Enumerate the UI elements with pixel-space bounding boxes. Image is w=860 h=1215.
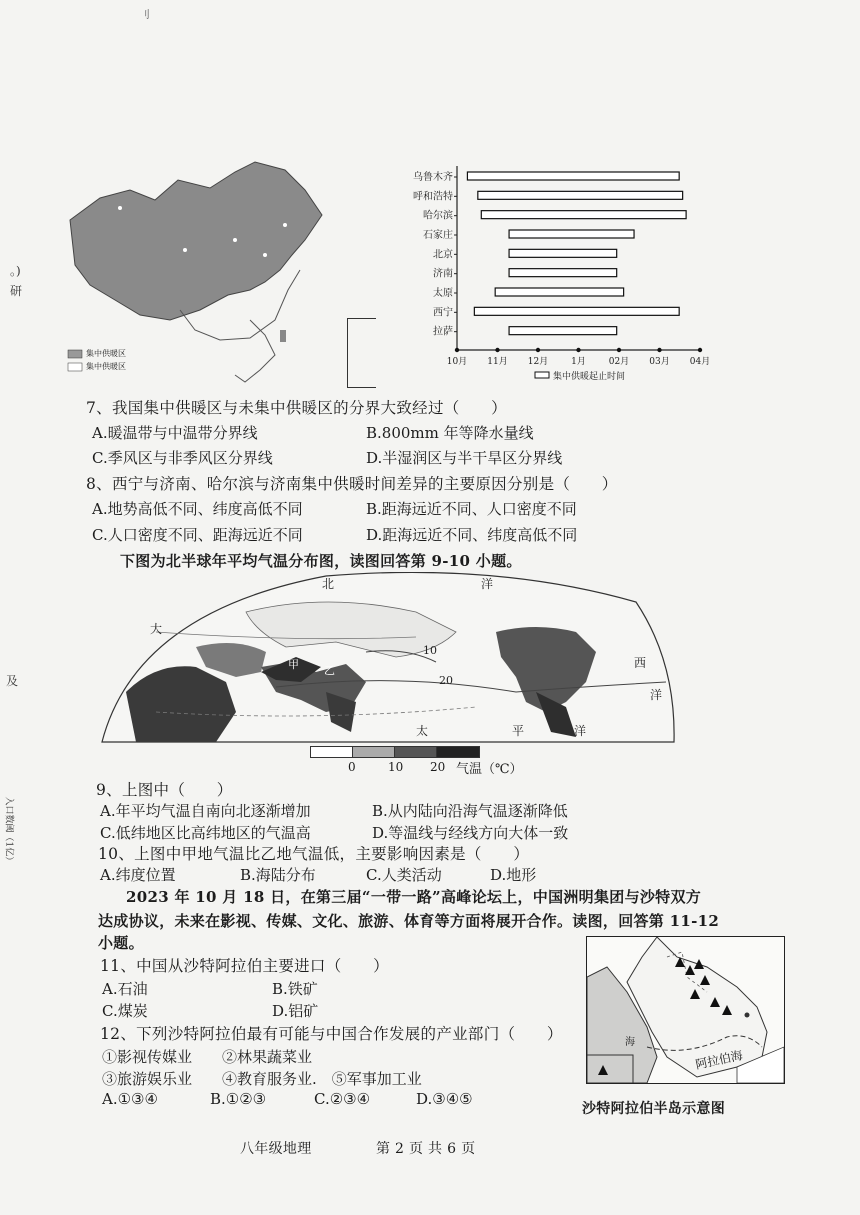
intro-11-12-line3: 小题。 xyxy=(98,934,144,952)
world-label-xi: 西 xyxy=(634,656,647,670)
q10-option-d[interactable]: D.地形 xyxy=(490,866,537,884)
heating-bar xyxy=(509,249,617,257)
world-label-ping: 平 xyxy=(512,724,525,738)
q9-option-b[interactable]: B.从内陆向沿海气温逐渐降低 xyxy=(372,802,568,820)
scale-20: 20 xyxy=(430,760,446,774)
q10-option-c[interactable]: C.人类活动 xyxy=(366,866,442,884)
q10-option-a[interactable]: A.纬度位置 xyxy=(100,866,176,884)
heating-bar xyxy=(474,307,679,315)
footer-subject: 八年级地理 xyxy=(240,1141,312,1157)
isotherm-20: 20 xyxy=(439,674,453,687)
intro-11-12-line2: 达成协议，未来在影视、传媒、文化、旅游、体育等方面将展开合作。读图，回答第 11-12 xyxy=(98,912,720,930)
x-tick-dot xyxy=(657,348,661,352)
q12-option-b[interactable]: B.①②③ xyxy=(210,1090,267,1108)
q10-stem: 10、上图中甲地气温比乙地气温低，主要影响因素是（ ） xyxy=(98,845,530,863)
q12-option-c[interactable]: C.②③④ xyxy=(314,1090,371,1108)
margin-mark-1: 。) xyxy=(10,264,21,278)
city-label: 石家庄 xyxy=(423,230,453,241)
x-tick-dot xyxy=(698,348,702,352)
q9-option-c[interactable]: C.低纬地区比高纬地区的气温高 xyxy=(100,824,311,842)
q11-option-b[interactable]: B.铁矿 xyxy=(272,980,318,998)
isotherm-10: 10 xyxy=(423,644,437,657)
q8-option-a[interactable]: A.地势高低不同、纬度高低不同 xyxy=(92,500,303,518)
world-label-yang-bottom: 洋 xyxy=(574,724,587,738)
q11-stem: 11、中国从沙特阿拉伯主要进口（ ） xyxy=(100,957,389,975)
city-label: 拉萨 xyxy=(433,326,453,338)
margin-mark-3: 及 xyxy=(6,674,19,688)
q12-option-d[interactable]: D.③④⑤ xyxy=(416,1090,473,1108)
q8-stem: 8、西宁与济南、哈尔滨与济南集中供暖时间差异的主要原因分别是（ ） xyxy=(86,475,618,493)
q7-option-c[interactable]: C.季风区与非季风区分界线 xyxy=(92,449,273,467)
top-mark: 刂 xyxy=(140,10,150,21)
q8-option-b[interactable]: B.距海远近不同、人口密度不同 xyxy=(366,500,577,518)
china-legend-2: 集中供暖区 xyxy=(86,362,126,371)
x-tick-dot xyxy=(617,348,621,352)
x-tick-dot xyxy=(455,348,459,352)
q7-stem: 7、我国集中供暖区与未集中供暖区的分界大致经过（ ） xyxy=(86,399,507,417)
legend-label: 集中供暖起止时间 xyxy=(553,372,626,382)
x-tick-label: 02月 xyxy=(608,357,630,367)
world-label-yang-right: 洋 xyxy=(650,688,663,702)
x-tick-dot xyxy=(536,348,540,352)
q7-option-a[interactable]: A.暖温带与中温带分界线 xyxy=(92,424,258,442)
china-heating-map xyxy=(60,160,350,390)
saudi-label-red-sea: 海 xyxy=(625,1037,635,1048)
city-label: 乌鲁木齐 xyxy=(413,172,453,183)
q11-option-a[interactable]: A.石油 xyxy=(102,980,148,998)
x-tick-label: 04月 xyxy=(689,357,711,367)
q12-line-2: ③旅游娱乐业 ④教育服务业. ⑤军事加工业 xyxy=(102,1070,422,1088)
intro-11-12-line1: 2023 年 10 月 18 日，在第三届“一带一路”高峰论坛上，中国洲明集团与沙特双方 xyxy=(126,888,702,906)
x-tick-dot xyxy=(495,348,499,352)
q12-option-a[interactable]: A.①③④ xyxy=(102,1090,158,1108)
q9-option-a[interactable]: A.年平均气温自南向北逐渐增加 xyxy=(100,802,311,820)
saudi-arabia-map xyxy=(586,936,785,1084)
footer-page: 第 2 页 共 6 页 xyxy=(376,1141,476,1157)
x-tick-label: 03月 xyxy=(649,357,670,367)
scale-10: 10 xyxy=(388,760,404,774)
heating-bar xyxy=(478,191,683,199)
city-label: 济南 xyxy=(433,268,453,280)
city-label: 太原 xyxy=(433,288,453,299)
city-label: 呼和浩特 xyxy=(413,191,453,203)
q8-option-d[interactable]: D.距海远近不同、纬度高低不同 xyxy=(366,526,578,544)
city-label: 西宁 xyxy=(433,307,453,319)
x-tick-label: 10月 xyxy=(446,357,468,367)
world-temperature-map xyxy=(96,572,681,747)
world-label-north: 北 xyxy=(322,577,335,591)
q10-option-b[interactable]: B.海陆分布 xyxy=(240,866,316,884)
world-label-jia: 甲 xyxy=(288,658,299,671)
saudi-label-arabian-sea: 阿拉伯海 xyxy=(694,1048,745,1072)
q11-option-c[interactable]: C.煤炭 xyxy=(102,1002,148,1020)
heating-bar xyxy=(495,288,623,296)
world-label-yi: 乙 xyxy=(324,664,335,677)
margin-mark-2: 研 xyxy=(10,284,23,298)
x-tick-label: 1月 xyxy=(571,357,586,367)
x-tick-label: 12月 xyxy=(527,357,549,367)
q11-option-d[interactable]: D.铝矿 xyxy=(272,1002,319,1020)
world-label-da: 大 xyxy=(150,622,163,636)
china-map-frame xyxy=(347,318,376,388)
world-label-tai: 太 xyxy=(416,724,429,738)
city-label: 北京 xyxy=(433,249,453,261)
q7-option-b[interactable]: B.800mm 年等降水量线 xyxy=(366,424,534,442)
heating-bar xyxy=(509,230,634,238)
q12-line-1: ①影视传媒业 ②林果蔬菜业 xyxy=(102,1048,313,1066)
intro-9-10: 下图为北半球年平均气温分布图，读图回答第 9-10 小题。 xyxy=(120,552,522,570)
q9-option-d[interactable]: D.等温线与经线方向大体一致 xyxy=(372,824,569,842)
saudi-map-caption: 沙特阿拉伯半岛示意图 xyxy=(582,1101,725,1117)
city-label: 哈尔滨 xyxy=(423,210,453,222)
heating-bar xyxy=(481,211,686,219)
legend-swatch xyxy=(535,372,549,378)
heating-time-chart xyxy=(395,160,715,390)
world-label-ocean-top: 洋 xyxy=(481,577,494,591)
x-tick-dot xyxy=(576,348,580,352)
heating-bar xyxy=(509,269,617,277)
q8-option-c[interactable]: C.人口密度不同、距海远近不同 xyxy=(92,526,303,544)
temperature-scale xyxy=(310,746,580,782)
heating-bar xyxy=(509,327,617,335)
china-legend-1: 集中供暖区 xyxy=(86,349,126,358)
q12-stem: 12、下列沙特阿拉伯最有可能与中国合作发展的产业部门（ ） xyxy=(100,1025,563,1043)
q7-option-d[interactable]: D.半湿润区与半干旱区分界线 xyxy=(366,449,563,467)
scale-0: 0 xyxy=(348,760,356,774)
q9-stem: 9、上图中（ ） xyxy=(96,781,233,799)
scale-unit: 气温（℃） xyxy=(456,762,523,777)
x-tick-label: 11月 xyxy=(487,357,508,367)
heating-bar xyxy=(467,172,679,180)
margin-mark-4: 入口数阈（1亿） xyxy=(3,796,14,866)
